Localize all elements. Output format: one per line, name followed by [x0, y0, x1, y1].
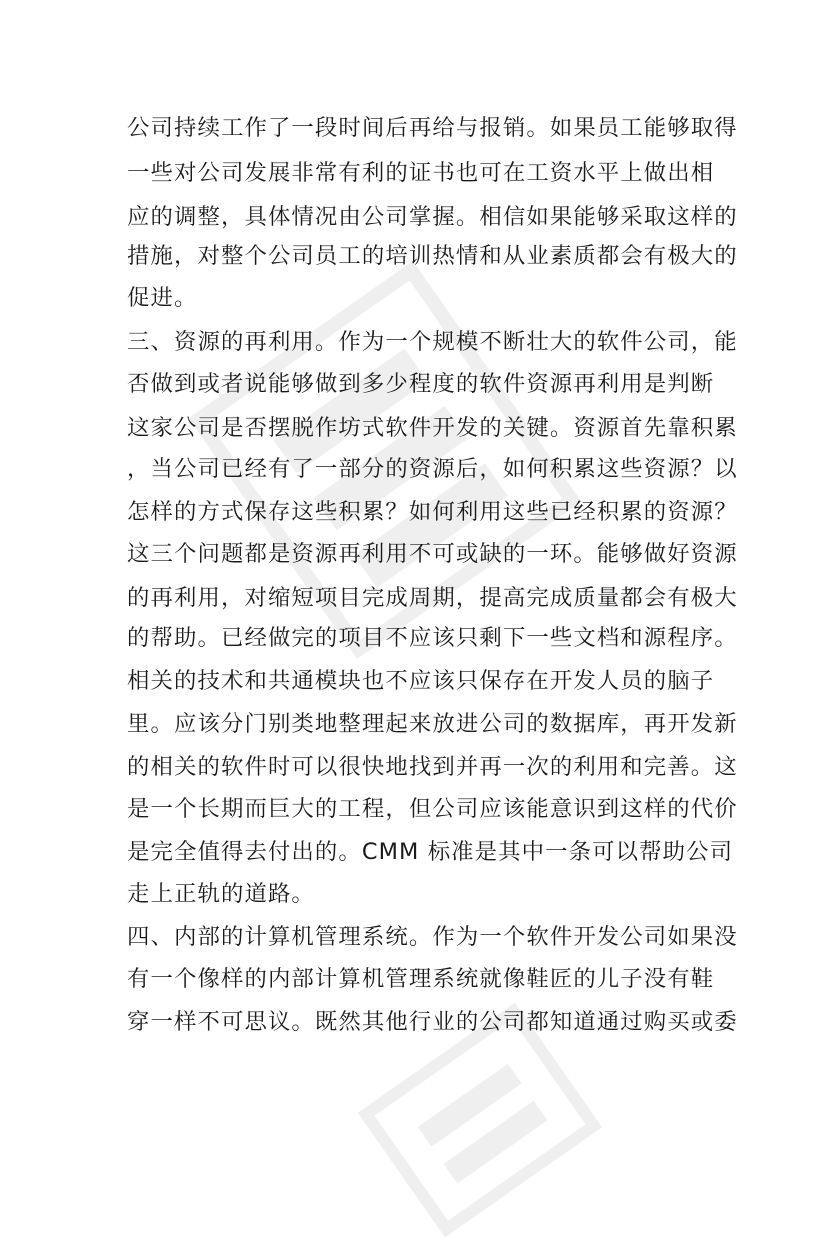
text-line: 相关的技术和共通模块也不应该只保存在开发人员的脑子	[127, 668, 715, 694]
text-line: 里。应该分门别类地整理起来放进公司的数据库，再开发新	[127, 711, 738, 737]
text-line: 一些对公司发展非常有利的证书也可在工资水平上做出相	[127, 160, 715, 186]
text-line: 穿一样不可思议。既然其他行业的公司都知道通过购买或委	[127, 1009, 738, 1035]
text-line: 这家公司是否摆脱作坊式软件开发的关键。资源首先靠积累	[127, 415, 738, 441]
text-line: 怎样的方式保存这些积累？如何利用这些已经积累的资源？	[127, 499, 738, 525]
text-line: 这三个问题都是资源再利用不可或缺的一环。能够做好资源	[127, 541, 738, 567]
text-line: 公司持续工作了一段时间后再给与报销。如果员工能够取得	[127, 115, 738, 141]
text-line: 是一个长期而巨大的工程，但公司应该能意识到这样的代价	[127, 796, 738, 822]
text-line: 措施，对整个公司员工的培训热情和从业素质都会有极大的	[127, 243, 738, 269]
text-line: 四、内部的计算机管理系统。作为一个软件开发公司如果没	[127, 924, 738, 950]
text-line: 促进。	[127, 285, 198, 311]
text-line: 的相关的软件时可以很快地找到并再一次的利用和完善。这	[127, 754, 738, 780]
text-line: 是完全值得去付出的。CMM 标准是其中一条可以帮助公司	[127, 839, 734, 865]
text-line: 的再利用，对缩短项目完成周期，提高完成质量都会有极大	[127, 585, 738, 611]
text-line: 否做到或者说能够做到多少程度的软件资源再利用是判断	[127, 371, 715, 397]
text-line: 的帮助。已经做完的项目不应该只剩下一些文档和源程序。	[127, 625, 738, 651]
text-line: 走上正轨的道路。	[127, 881, 315, 907]
text-line: 三、资源的再利用。作为一个规模不断壮大的软件公司，能	[127, 329, 738, 355]
text-line: ，当公司已经有了一部分的资源后，如何积累这些资源？以	[127, 456, 738, 482]
text-line: 有一个像样的内部计算机管理系统就像鞋匠的儿子没有鞋	[127, 966, 715, 992]
text-line: 应的调整，具体情况由公司掌握。相信如果能够采取这样的	[127, 204, 738, 230]
